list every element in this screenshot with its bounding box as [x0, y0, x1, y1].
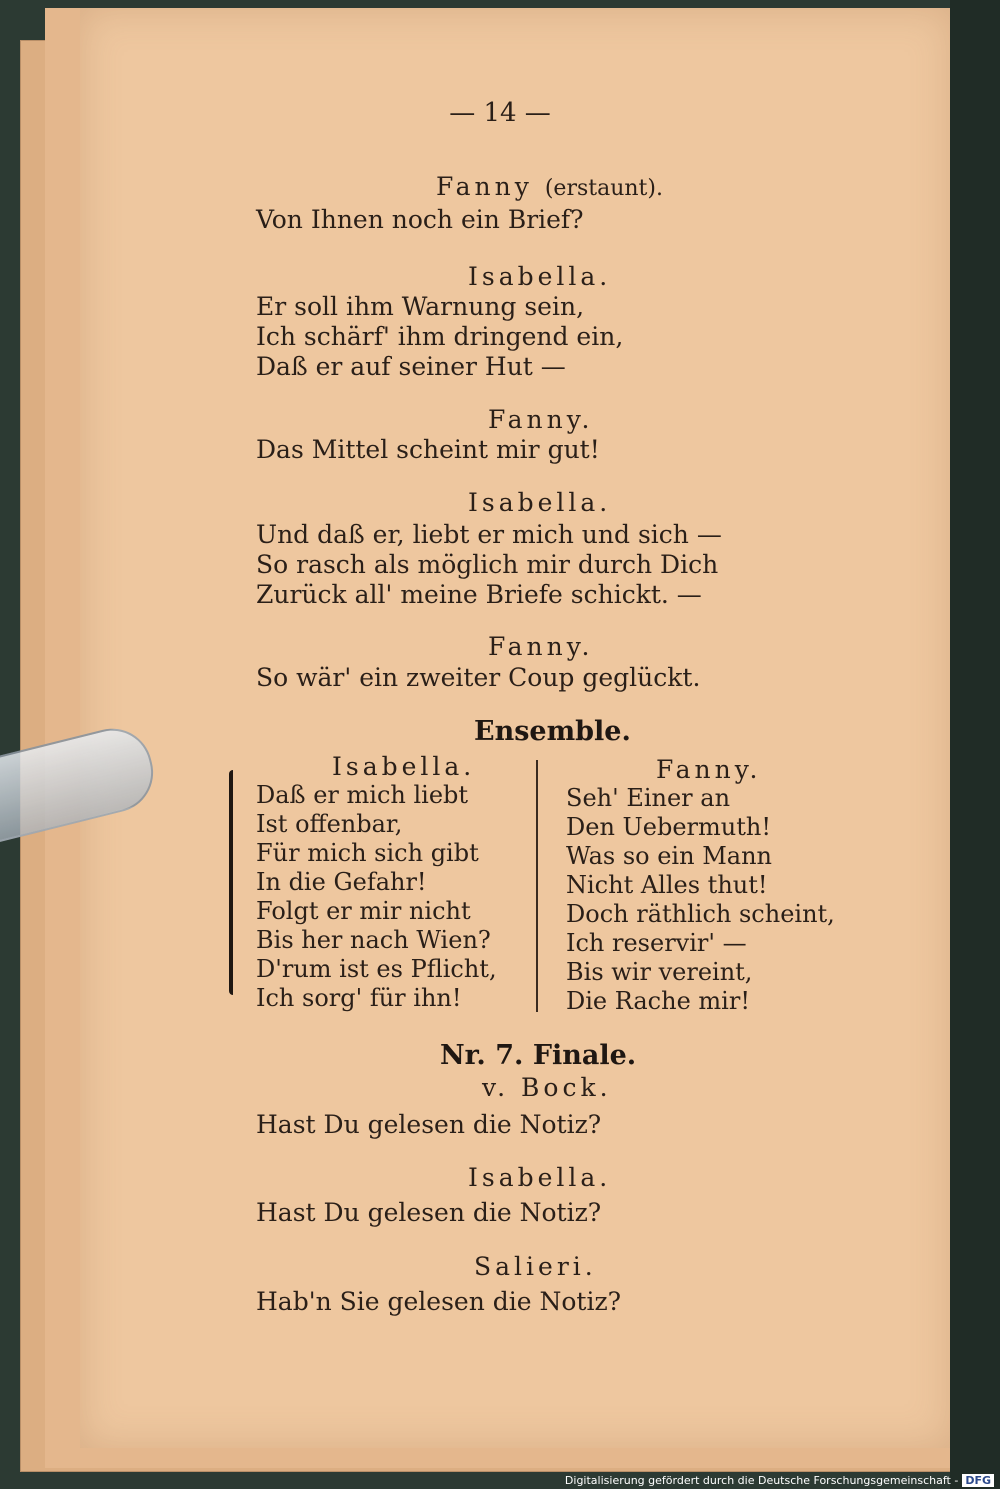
ensemble-right-line: Den Uebermuth!	[566, 813, 771, 841]
verse-line: So rasch als möglich mir durch Dich	[256, 550, 719, 579]
speaker-fanny: Fanny.	[488, 405, 594, 434]
verse-line: Das Mittel scheint mir gut!	[256, 435, 600, 464]
column-divider	[536, 760, 538, 1012]
ensemble-right-line: Nicht Alles thut!	[566, 871, 768, 899]
footer-text: Digitalisierung gefördert durch die Deutsche Forschungsgemeinschaft -	[564, 1474, 959, 1487]
stage-direction: (erstaunt).	[544, 176, 663, 201]
verse-line: Hast Du gelesen die Notiz?	[256, 1110, 602, 1139]
background-edge	[950, 0, 1000, 1489]
footer-credit	[565, 1474, 994, 1487]
ensemble-left-speaker: Isabella.	[332, 752, 476, 781]
bracket-mark	[229, 770, 237, 995]
verse-line: Von Ihnen noch ein Brief?	[256, 205, 584, 234]
ensemble-right-line: Seh' Einer an	[566, 784, 731, 812]
ensemble-right-line: Die Rache mir!	[566, 987, 750, 1015]
verse-line: Ich schärf' ihm dringend ein,	[256, 322, 624, 351]
verse-line: Er soll ihm Warnung sein,	[256, 292, 585, 321]
ensemble-heading: Ensemble.	[474, 716, 631, 747]
ensemble-left-line: Für mich sich gibt	[256, 839, 479, 867]
ensemble-left-line: Ist offenbar,	[256, 810, 403, 838]
verse-line: So wär' ein zweiter Coup geglückt.	[256, 663, 701, 692]
ensemble-right-line: Ich reservir' —	[566, 929, 747, 957]
speaker-salieri: Salieri.	[474, 1252, 597, 1281]
ensemble-right-line: Was so ein Mann	[566, 842, 772, 870]
ensemble-right-speaker: Fanny.	[656, 755, 762, 784]
verse-line: Hab'n Sie gelesen die Notiz?	[256, 1287, 622, 1316]
ensemble-left-line: In die Gefahr!	[256, 868, 427, 896]
speaker-fanny	[436, 172, 663, 201]
speaker-vbock: v. Bock.	[482, 1073, 612, 1102]
speaker-fanny: Fanny.	[488, 632, 594, 661]
ensemble-left-line: Daß er mich liebt	[256, 781, 469, 809]
ensemble-left-line: Ich sorg' für ihn!	[256, 984, 462, 1012]
speaker-isabella: Isabella.	[468, 262, 612, 291]
ensemble-right-line: Bis wir vereint,	[566, 958, 753, 986]
verse-line: Hast Du gelesen die Notiz?	[256, 1198, 602, 1227]
speaker-name: Fanny	[436, 172, 533, 201]
ensemble-left-line: Bis her nach Wien?	[256, 926, 491, 954]
speaker-isabella: Isabella.	[468, 1163, 612, 1192]
verse-line: Zurück all' meine Briefe schickt. —	[256, 580, 702, 609]
verse-line: Und daß er, liebt er mich und sich —	[256, 520, 722, 549]
speaker-isabella: Isabella.	[468, 488, 612, 517]
verse-line: Daß er auf seiner Hut —	[256, 352, 566, 381]
ensemble-left-line: D'rum ist es Pflicht,	[256, 955, 497, 983]
ensemble-right-line: Doch räthlich scheint,	[566, 900, 835, 928]
finale-heading: Nr. 7. Finale.	[440, 1040, 637, 1071]
ensemble-left-line: Folgt er mir nicht	[256, 897, 471, 925]
dfg-logo: DFG	[962, 1474, 994, 1487]
page-number: — 14 —	[449, 98, 551, 128]
